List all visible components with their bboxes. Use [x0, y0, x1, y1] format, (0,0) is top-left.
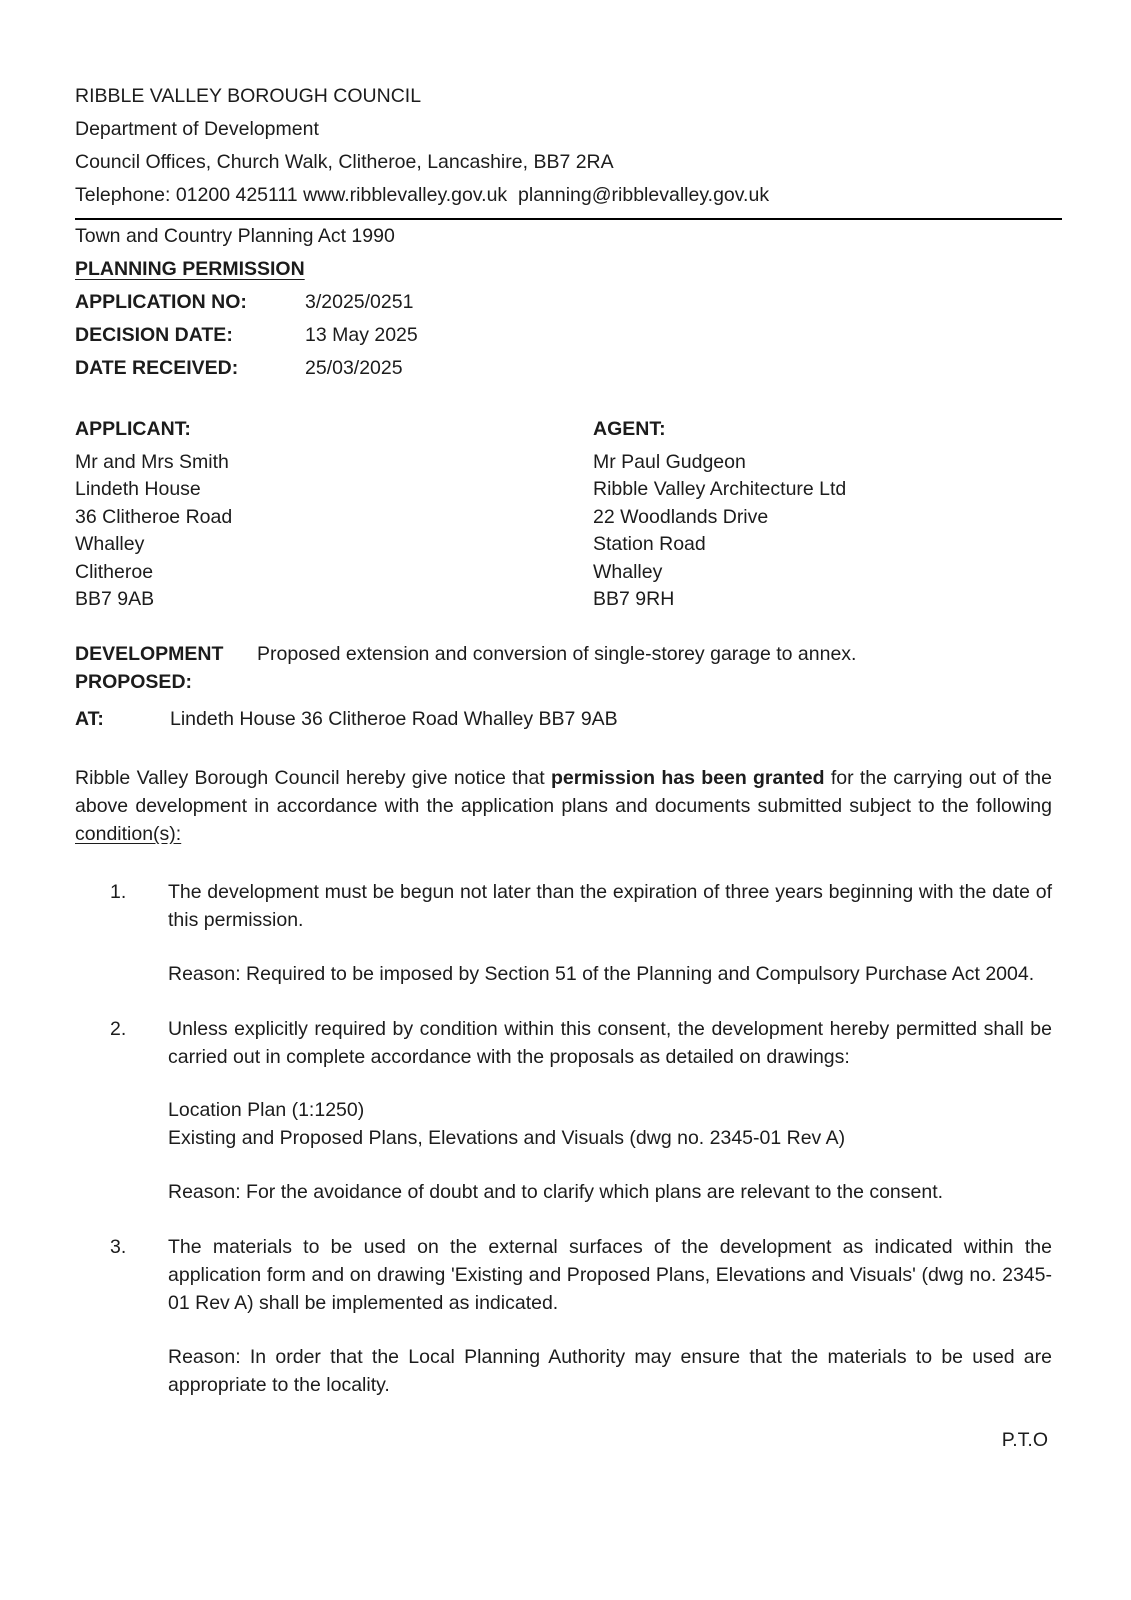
condition-body	[168, 878, 1052, 988]
condition-item-1	[75, 878, 1062, 988]
date-received-value: 25/03/2025	[305, 357, 403, 379]
condition-body	[168, 1233, 1052, 1399]
decision-date-value: 13 May 2025	[305, 324, 418, 346]
site-address-row	[75, 703, 1062, 736]
agent-postcode: BB7 9RH	[593, 588, 675, 611]
agent-label: AGENT:	[593, 418, 666, 440]
applicant-block	[75, 413, 593, 613]
date-received-row	[75, 352, 1062, 385]
development-label-line2: PROPOSED:	[75, 670, 193, 693]
development-proposed-row	[75, 641, 1062, 696]
condition-body	[168, 1015, 1052, 1206]
condition-reason: Reason: For the avoidance of doubt and to clarify which plans are relevant to the consent.	[168, 1181, 944, 1204]
condition-number: 2.	[110, 1018, 127, 1041]
applicant-address-line: Whalley	[75, 533, 145, 556]
letterhead	[75, 80, 1062, 212]
council-address: Council Offices, Church Walk, Clitheroe, Lancashire, BB7 2RA	[75, 151, 614, 173]
decision-date-label: DECISION DATE:	[75, 324, 233, 346]
site-address: Lindeth House 36 Clitheroe Road Whalley BB7 9AB	[170, 708, 618, 731]
department-name: Department of Development	[75, 118, 319, 140]
agent-block	[593, 413, 1062, 613]
agent-address-line: Station Road	[593, 533, 706, 556]
conditions-list	[75, 878, 1062, 1399]
condition-reason: Reason: Required to be imposed by Section 51 of the Planning and Compulsory Purchase Act 2004.	[168, 963, 1035, 986]
parties-section	[75, 413, 1062, 613]
agent-company: Ribble Valley Architecture Ltd	[593, 478, 847, 501]
date-received-label: DATE RECEIVED:	[75, 357, 239, 379]
development-section	[75, 641, 1062, 736]
condition-item-3	[75, 1233, 1062, 1399]
permission-title: PLANNING PERMISSION	[75, 258, 305, 280]
condition-text: The materials to be used on the external surfaces of the development as indicated within the application form and on drawing 'Existing and Proposed Plans, Elevations and Visuals' (dwg no. 2345-01 Rev A) shall be implemented as indicated.	[168, 1236, 1052, 1315]
notice-granted-text: permission has been granted	[551, 767, 825, 790]
application-meta	[75, 286, 1062, 385]
at-label: AT:	[75, 708, 104, 731]
condition-reason: Reason: In order that the Local Planning Authority may ensure that the materials to be used are appropriate to the locality.	[168, 1346, 1052, 1397]
notice-text-before: Ribble Valley Borough Council hereby give notice that	[75, 767, 545, 790]
condition-text: Unless explicitly required by condition within this consent, the development hereby permitted shall be carried out in complete accordance with the proposals as detailed on drawings:	[168, 1018, 1052, 1069]
notice-conditions-text: condition(s):	[75, 823, 182, 846]
application-no-value: 3/2025/0251	[305, 291, 414, 313]
condition-text: The development must be begun not later than the expiration of three years beginning with the date of this permission.	[168, 881, 1052, 932]
grant-notice-paragraph	[75, 764, 1052, 848]
applicant-address-line: 36 Clitheroe Road	[75, 505, 233, 528]
decision-date-row	[75, 319, 1062, 352]
page-turn-over-note: P.T.O	[1001, 1429, 1048, 1452]
agent-name: Mr Paul Gudgeon	[593, 451, 746, 473]
application-no-label: APPLICATION NO:	[75, 291, 247, 313]
council-name: RIBBLE VALLEY BOROUGH COUNCIL	[75, 85, 422, 107]
agent-address-line: Whalley	[593, 560, 663, 583]
condition-number: 3.	[110, 1236, 127, 1259]
agent-address-line: 22 Woodlands Drive	[593, 505, 769, 528]
applicant-postcode: BB7 9AB	[75, 588, 155, 611]
drawing-reference: Location Plan (1:1250)	[168, 1099, 365, 1122]
applicant-name: Mr and Mrs Smith	[75, 451, 229, 473]
applicant-label: APPLICANT:	[75, 418, 191, 440]
applicant-address-line: Lindeth House	[75, 478, 201, 501]
condition-item-2	[75, 1015, 1062, 1206]
application-no-row	[75, 286, 1062, 319]
notice-text-after: for the carrying out of the above development in accordance with the application plans and documents submitted subject to the following	[75, 767, 1052, 818]
development-label-line1: DEVELOPMENT	[75, 643, 224, 666]
condition-number: 1.	[110, 881, 127, 904]
applicant-address-line: Clitheroe	[75, 560, 154, 583]
development-description: Proposed extension and conversion of single-storey garage to annex.	[257, 643, 857, 666]
condition-drawings-list	[168, 1097, 1052, 1152]
drawing-reference: Existing and Proposed Plans, Elevations and Visuals (dwg no. 2345-01 Rev A)	[168, 1126, 846, 1149]
council-contact: Telephone: 01200 425111 www.ribblevalley.gov.uk planning@ribblevalley.gov.uk	[75, 184, 770, 206]
development-proposed-label	[75, 641, 257, 696]
act-title: Town and Country Planning Act 1990	[75, 225, 395, 247]
